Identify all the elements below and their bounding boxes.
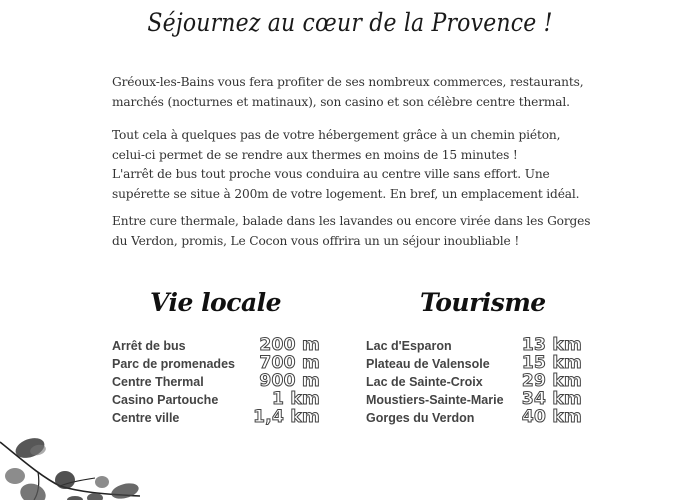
distance-value: 1,4 km: [253, 407, 320, 427]
distance-value: 13 km: [521, 335, 582, 355]
intro-paragraph-2: [112, 126, 612, 204]
text-line: celui-ci permet de se rendre aux thermes en moins de 15 minutes !: [112, 147, 518, 162]
vie-locale-heading: Vie locale: [150, 288, 282, 317]
place-label: Casino Partouche: [112, 393, 219, 407]
intro-paragraph-3: [112, 212, 612, 251]
text-line: Gréoux-les-Bains vous fera profiter de ses nombreux commerces, restaurants,: [112, 75, 584, 89]
place-label: Centre ville: [112, 411, 180, 425]
eucalyptus-leaves-icon: [0, 428, 140, 500]
vie-locale-list: [112, 337, 320, 427]
text-line: Tout cela à quelques pas de votre hébergement grâce à un chemin piéton,: [112, 128, 561, 142]
place-label: Arrêt de bus: [112, 339, 186, 353]
place-label: Lac de Sainte-Croix: [366, 375, 483, 389]
distance-value: 15 km: [521, 353, 582, 373]
text-line: du Verdon, promis, Le Cocon vous offrira un un séjour inoubliable !: [112, 233, 520, 248]
place-label: Lac d'Esparon: [366, 339, 452, 353]
distance-value: 700 m: [259, 353, 320, 373]
distance-value: 1 km: [272, 389, 320, 409]
distance-value: 900 m: [259, 371, 320, 391]
place-label: Gorges du Verdon: [366, 411, 475, 425]
text-line: supérette se situe à 200m de votre logement. En bref, un emplacement idéal.: [112, 186, 580, 201]
list-item: [112, 409, 320, 427]
distance-value: 34 km: [521, 389, 582, 409]
place-label: Parc de promenades: [112, 357, 235, 371]
tourisme-heading: Tourisme: [420, 288, 546, 317]
text-line: marchés (nocturnes et matinaux), son casino et son célèbre centre thermal.: [112, 94, 570, 109]
place-label: Moustiers-Sainte-Marie: [366, 393, 504, 407]
text-line: Entre cure thermale, balade dans les lavandes ou encore virée dans les Gorges: [112, 214, 591, 228]
intro-paragraph-1: [112, 73, 612, 112]
place-label: Plateau de Valensole: [366, 357, 490, 371]
text-line: L'arrêt de bus tout proche vous conduira au centre ville sans effort. Une: [112, 167, 550, 181]
distance-value: 29 km: [521, 371, 582, 391]
tourisme-list: [366, 337, 582, 427]
list-item: [366, 409, 582, 427]
place-label: Centre Thermal: [112, 375, 204, 389]
distance-value: 200 m: [259, 335, 320, 355]
page-title: Séjournez au cœur de la Provence !: [147, 8, 553, 37]
distance-value: 40 km: [521, 407, 582, 427]
